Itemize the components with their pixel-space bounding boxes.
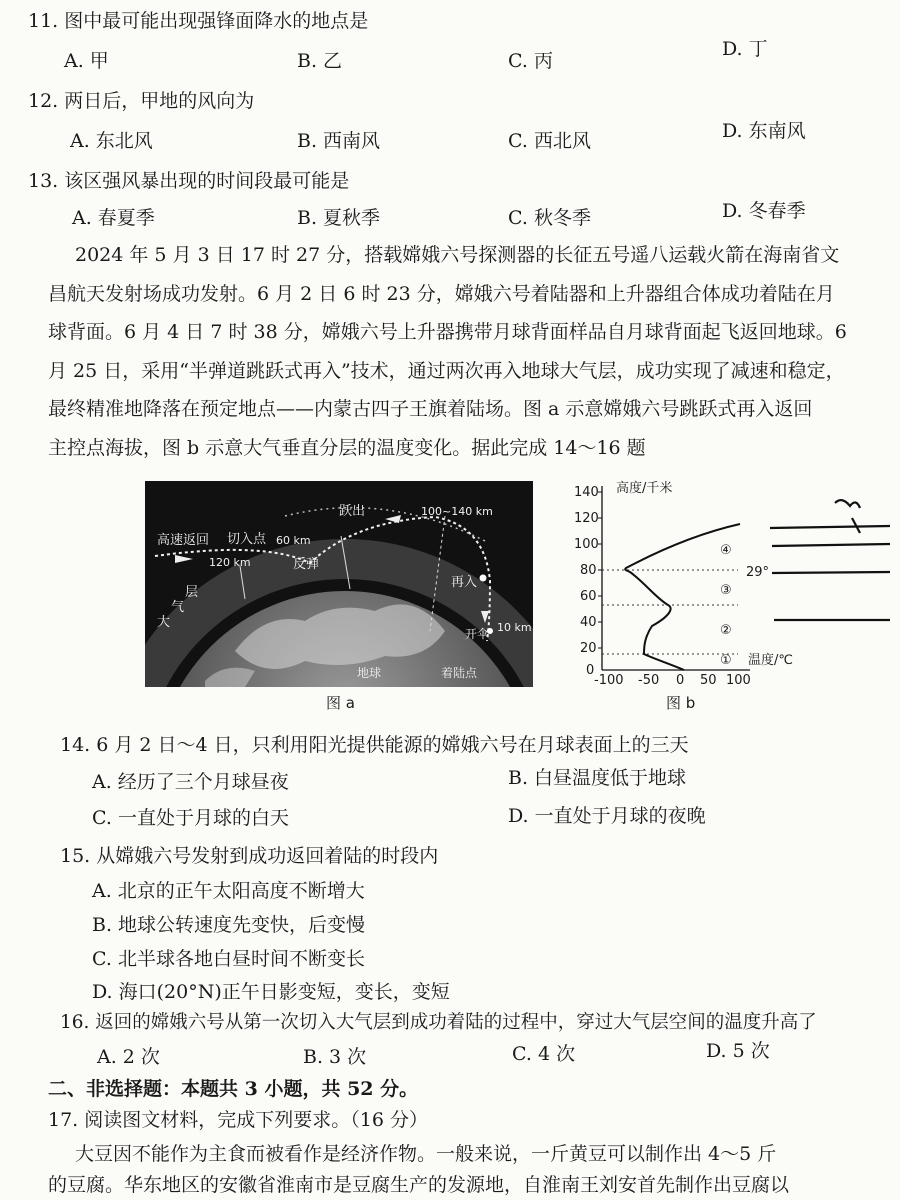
q14-stem: 14. 6 月 2 日～4 日，只利用阳光提供能源的嫦娥六号在月球表面上的三天 xyxy=(60,734,689,756)
y-tick-120: 120 xyxy=(574,511,599,526)
q13-option-c[interactable]: C. 秋冬季 xyxy=(508,207,591,229)
handwritten-note-29: 29° xyxy=(746,565,770,580)
label-landing-site: 着陆点 xyxy=(441,666,478,680)
q17-stem: 17. 阅读图文材料，完成下列要求。（16 分） xyxy=(48,1109,428,1131)
passage-line-6: 主控点海拔，图 b 示意大气垂直分层的温度变化。据此完成 14～16 题 xyxy=(48,436,646,459)
q15-option-d[interactable]: D. 海口(20°N)正午日影变短，变长，变短 xyxy=(92,981,450,1003)
label-100-140km: 100~140 km xyxy=(421,505,493,518)
y-tick-80: 80 xyxy=(580,563,597,578)
figure-b-caption: 图 b xyxy=(666,694,696,712)
q15-option-a[interactable]: A. 北京的正午太阳高度不断增大 xyxy=(92,880,365,902)
x-tick-100: 100 xyxy=(726,673,751,688)
q16-option-d[interactable]: D. 5 次 xyxy=(706,1040,770,1062)
q11-option-c[interactable]: C. 丙 xyxy=(508,50,553,72)
y-tick-100: 100 xyxy=(574,537,599,552)
q16-option-c[interactable]: C. 4 次 xyxy=(512,1043,576,1065)
q12-stem: 12. 两日后，甲地的风向为 xyxy=(28,90,255,112)
figure-b-atmosphere-temperature-profile xyxy=(560,478,900,693)
x-tick-minus50: -50 xyxy=(638,673,660,688)
q15-stem: 15. 从嫦娥六号发射到成功返回着陆的时段内 xyxy=(60,845,439,867)
label-reentry: 再入 xyxy=(451,575,478,590)
q12-option-c[interactable]: C. 西北风 xyxy=(508,130,591,152)
q16-option-b[interactable]: B. 3 次 xyxy=(303,1046,367,1068)
passage-line-5: 最终精准地降落在预定地点——内蒙古四子王旗着陆场。图 a 示意嫦娥六号跳跃式再入返回 xyxy=(48,398,813,420)
layer-2-stratosphere: ② xyxy=(720,623,732,638)
q15-option-b[interactable]: B. 地球公转速度先变快，后变慢 xyxy=(92,914,366,936)
passage-line-2: 昌航天发射场成功发射。6 月 2 日 6 时 23 分，嫦娥六号着陆器和上升器组合体成功着陆在月 xyxy=(48,282,835,305)
q13-option-b[interactable]: B. 夏秋季 xyxy=(297,207,381,229)
y-axis-label: 高度/千米 xyxy=(616,481,673,496)
passage-line-1: 2024 年 5 月 3 日 17 时 27 分，搭载嫦娥六号探测器的长征五号遥八运载火箭在海南省文 xyxy=(75,244,840,266)
q16-option-a[interactable]: A. 2 次 xyxy=(97,1046,160,1068)
q14-option-a[interactable]: A. 经历了三个月球昼夜 xyxy=(92,771,289,793)
q13-stem: 13. 该区强风暴出现的时间段最可能是 xyxy=(28,170,350,192)
x-tick-minus100: -100 xyxy=(594,673,624,688)
q12-option-a[interactable]: A. 东北风 xyxy=(70,130,153,152)
q17-line-1: 大豆因不能作为主食而被看作是经济作物。一般来说，一斤黄豆可以制作出 4～5 斤 xyxy=(75,1143,777,1165)
y-tick-40: 40 xyxy=(580,615,597,630)
label-parachute: 开伞 xyxy=(465,627,490,641)
handwritten-annotations xyxy=(770,500,890,620)
label-entry-point: 切入点 xyxy=(227,532,267,547)
q13-option-a[interactable]: A. 春夏季 xyxy=(72,207,155,229)
q14-option-b[interactable]: B. 白昼温度低于地球 xyxy=(508,767,687,789)
label-skip-out: 跃出 xyxy=(339,504,366,519)
figure-a-caption: 图 a xyxy=(326,694,355,712)
q11-option-b[interactable]: B. 乙 xyxy=(297,50,343,72)
passage-line-4: 月 25 日，采用“半弹道跳跃式再入”技术，通过两次再入地球大气层，成功实现了减速和稳定， xyxy=(48,359,845,382)
label-10km: 10 km xyxy=(497,621,532,634)
label-high-speed-return: 高速返回 xyxy=(157,533,210,548)
q11-option-d[interactable]: D. 丁 xyxy=(722,38,768,60)
x-axis-label: 温度/℃ xyxy=(748,653,793,668)
q11-stem: 11. 图中最可能出现强锋面降水的地点是 xyxy=(28,10,369,32)
section-2-heading: 二、非选择题：本题共 3 小题，共 52 分。 xyxy=(48,1078,419,1100)
figure-a-reentry-diagram xyxy=(145,481,533,687)
q16-stem: 16. 返回的嫦娥六号从第一次切入大气层到成功着陆的过程中，穿过大气层空间的温度升高了 xyxy=(60,1012,817,1033)
label-earth: 地球 xyxy=(357,666,382,680)
x-tick-0: 0 xyxy=(676,673,685,688)
q14-option-c[interactable]: C. 一直处于月球的白天 xyxy=(92,807,289,829)
label-120km: 120 km xyxy=(209,556,251,569)
y-tick-20: 20 xyxy=(580,641,597,656)
y-tick-140: 140 xyxy=(574,485,599,500)
passage xyxy=(48,236,878,467)
q13-option-d[interactable]: D. 冬春季 xyxy=(722,200,806,222)
layer-3-mesosphere: ③ xyxy=(720,583,732,598)
label-atmosphere: 层气大 xyxy=(157,585,199,630)
layer-4-thermosphere: ④ xyxy=(720,543,732,558)
layer-1-troposphere: ① xyxy=(720,653,732,668)
label-60km: 60 km xyxy=(276,534,311,547)
q11-option-a[interactable]: A. 甲 xyxy=(64,50,109,72)
passage-line-3: 球背面。6 月 4 日 7 时 38 分，嫦娥六号上升器携带月球背面样品自月球背面起飞返回地球。6 xyxy=(48,321,847,343)
x-tick-50: 50 xyxy=(700,673,717,688)
q15-option-c[interactable]: C. 北半球各地白昼时间不断变长 xyxy=(92,948,365,970)
q14-option-d[interactable]: D. 一直处于月球的夜晚 xyxy=(508,805,706,827)
q12-option-b[interactable]: B. 西南风 xyxy=(297,130,381,152)
y-tick-0: 0 xyxy=(586,663,595,678)
reentry-point-marker xyxy=(480,575,487,582)
y-tick-60: 60 xyxy=(580,589,597,604)
label-rebound: 反弹 xyxy=(293,557,320,572)
q12-option-d[interactable]: D. 东南风 xyxy=(722,120,806,142)
q17-line-2: 的豆腐。华东地区的安徽省淮南市是豆腐生产的发源地，自淮南王刘安首先制作出豆腐以 xyxy=(48,1174,790,1196)
